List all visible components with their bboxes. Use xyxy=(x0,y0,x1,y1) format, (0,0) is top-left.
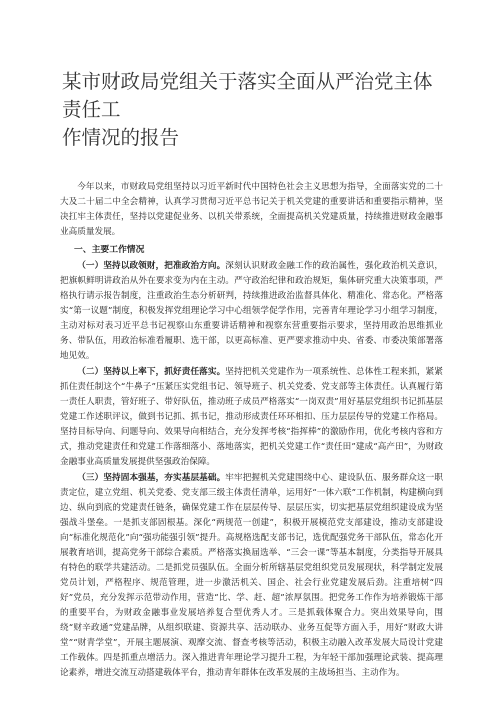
intro-paragraph: 今年以来，市财政局党组坚持以习近平新时代中国特色社会主义思想为指导，全面落实党的二十大及二十届二中全会精神，认真学习贯彻习近平总书记关于机关党建的重要讲话和重要指示精神，坚决扛牢主体责任，坚持以党建促业务、以机关带系统，全面提高机关党建质量，持续推进财政金融事业高质量发展。 xyxy=(60,182,443,237)
section-2-lead: （二）坚持以上率下，抓好责任落实。 xyxy=(77,367,226,377)
section-1-body: 深刻认识财政金融工作的政治属性，强化政治机关意识，把旗帜鲜明讲政治从外在要求变为内在主动。严守政治纪律和政治规矩，集体研究重大决策事项，严格执行请示报告制度，注重政治生态分析研判，持续推进政治监督具体化、精准化、常态化。严格落实“第一议题”制度，积极发挥党组理论学习中心组领学促学作用，完善青年理论学习小组学习制度，主动对标对表习近平总书记视察山东重要讲话精神和视察东营重要指示要求，坚持用政治思维抓业务、带队伍，用政治标准看履职、选干部，以更高标准、更严要求推动中央、省委、市委决策部署落地见效。 xyxy=(60,261,443,361)
title-line-1: 某市财政局党组关于落实全面从严治党主体责任工 xyxy=(62,70,433,121)
section-3-body: 牢牢把握机关党建围绕中心、建设队伍、服务群众这一职责定位，建立党组、机关党委、党支部三级主体责任清单，运用好“一体六联”工作机制，构建横向到边、纵向到底的党建责任链条，确保党建工作在层层传导、层层压实，切实把基层党组织建设成为坚强战斗堡垒。一是抓支部固根基。深化“两规范一创建”，积极开展模范党支部建设，推动支部建设向“标准化规范化”向“强功能强引领”提升。高规格选配支部书记，选优配强党务干部队伍，常态化开展教育培训，提高党务干部综合素质。严格落实换届选举、“三会一课”等基本制度，分类指导开展具有特色的联学共建活动。二是抓党员强队伍。全面分析所辖基层党组织党员发展现状，科学制定发展党员计划，严格程序、规范管理，进一步激活机关、国企、社会行业党建发展后劲。注重培树“四好”党员，充分发挥示范带动作用，营造“比、学、赶、超”浓厚氛围。把党务工作作为培养锻炼干部的重要平台，为财政金融事业发展培养复合型优秀人才。三是抓载体聚合力。突出效果导向，围绕“财辛政通”党建品牌，从组织联建、资源共享、活动联办、业务互促等方面入手，用好“财政大讲堂”“财青学堂”，开展主题展演、观摩交流、督查考核等活动，积极主动融入改革发展大局设计党建工作载体。四是抓重点增活力。深入推进青年理论学习提升工程，为年轻干部加强理论武装、提高理论素养，增进交流互动搭建载体平台，推动青年群体在改革发展的主战场担当、主动作为。 xyxy=(60,473,443,678)
section-heading: 一、主要工作情况 xyxy=(74,245,145,255)
title-line-2: 作情况的报告 xyxy=(62,126,180,149)
section-1-lead: （一）坚持以政领财，把准政治方向。 xyxy=(77,261,226,271)
section-paragraph-1 xyxy=(60,259,443,364)
section-paragraph-3 xyxy=(60,471,443,681)
document-title xyxy=(60,68,443,152)
section-2-body: 坚持把机关党建作为一项系统性、总体性工程来抓，紧紧抓住责任制这个“牛鼻子”压紧压实党组书记、领导班子、机关党委、党支部等主体责任。认真履行第一责任人职责，管好班子、带好队伍，推动班子成员严格落实“一岗双责”用好基层党组织书记抓基层党建工作述职评议，做到书记抓、抓书记，推动形成责任环环相扣、压力层层传导的党建工作格局。坚持目标导向、问题导向、效果导向相结合，充分发挥考核“指挥棒”的激励作用，优化考核内容和方式，推动党建责任和党建工作落细落小、落地落实，把机关党建工作“责任田”建成“高产田”，为财政金融事业高质量发展提供坚强政治保障。 xyxy=(60,367,443,467)
section-3-lead: （三）坚持固本强基，夯实基层基础。 xyxy=(77,473,226,483)
section-paragraph-2 xyxy=(60,365,443,470)
